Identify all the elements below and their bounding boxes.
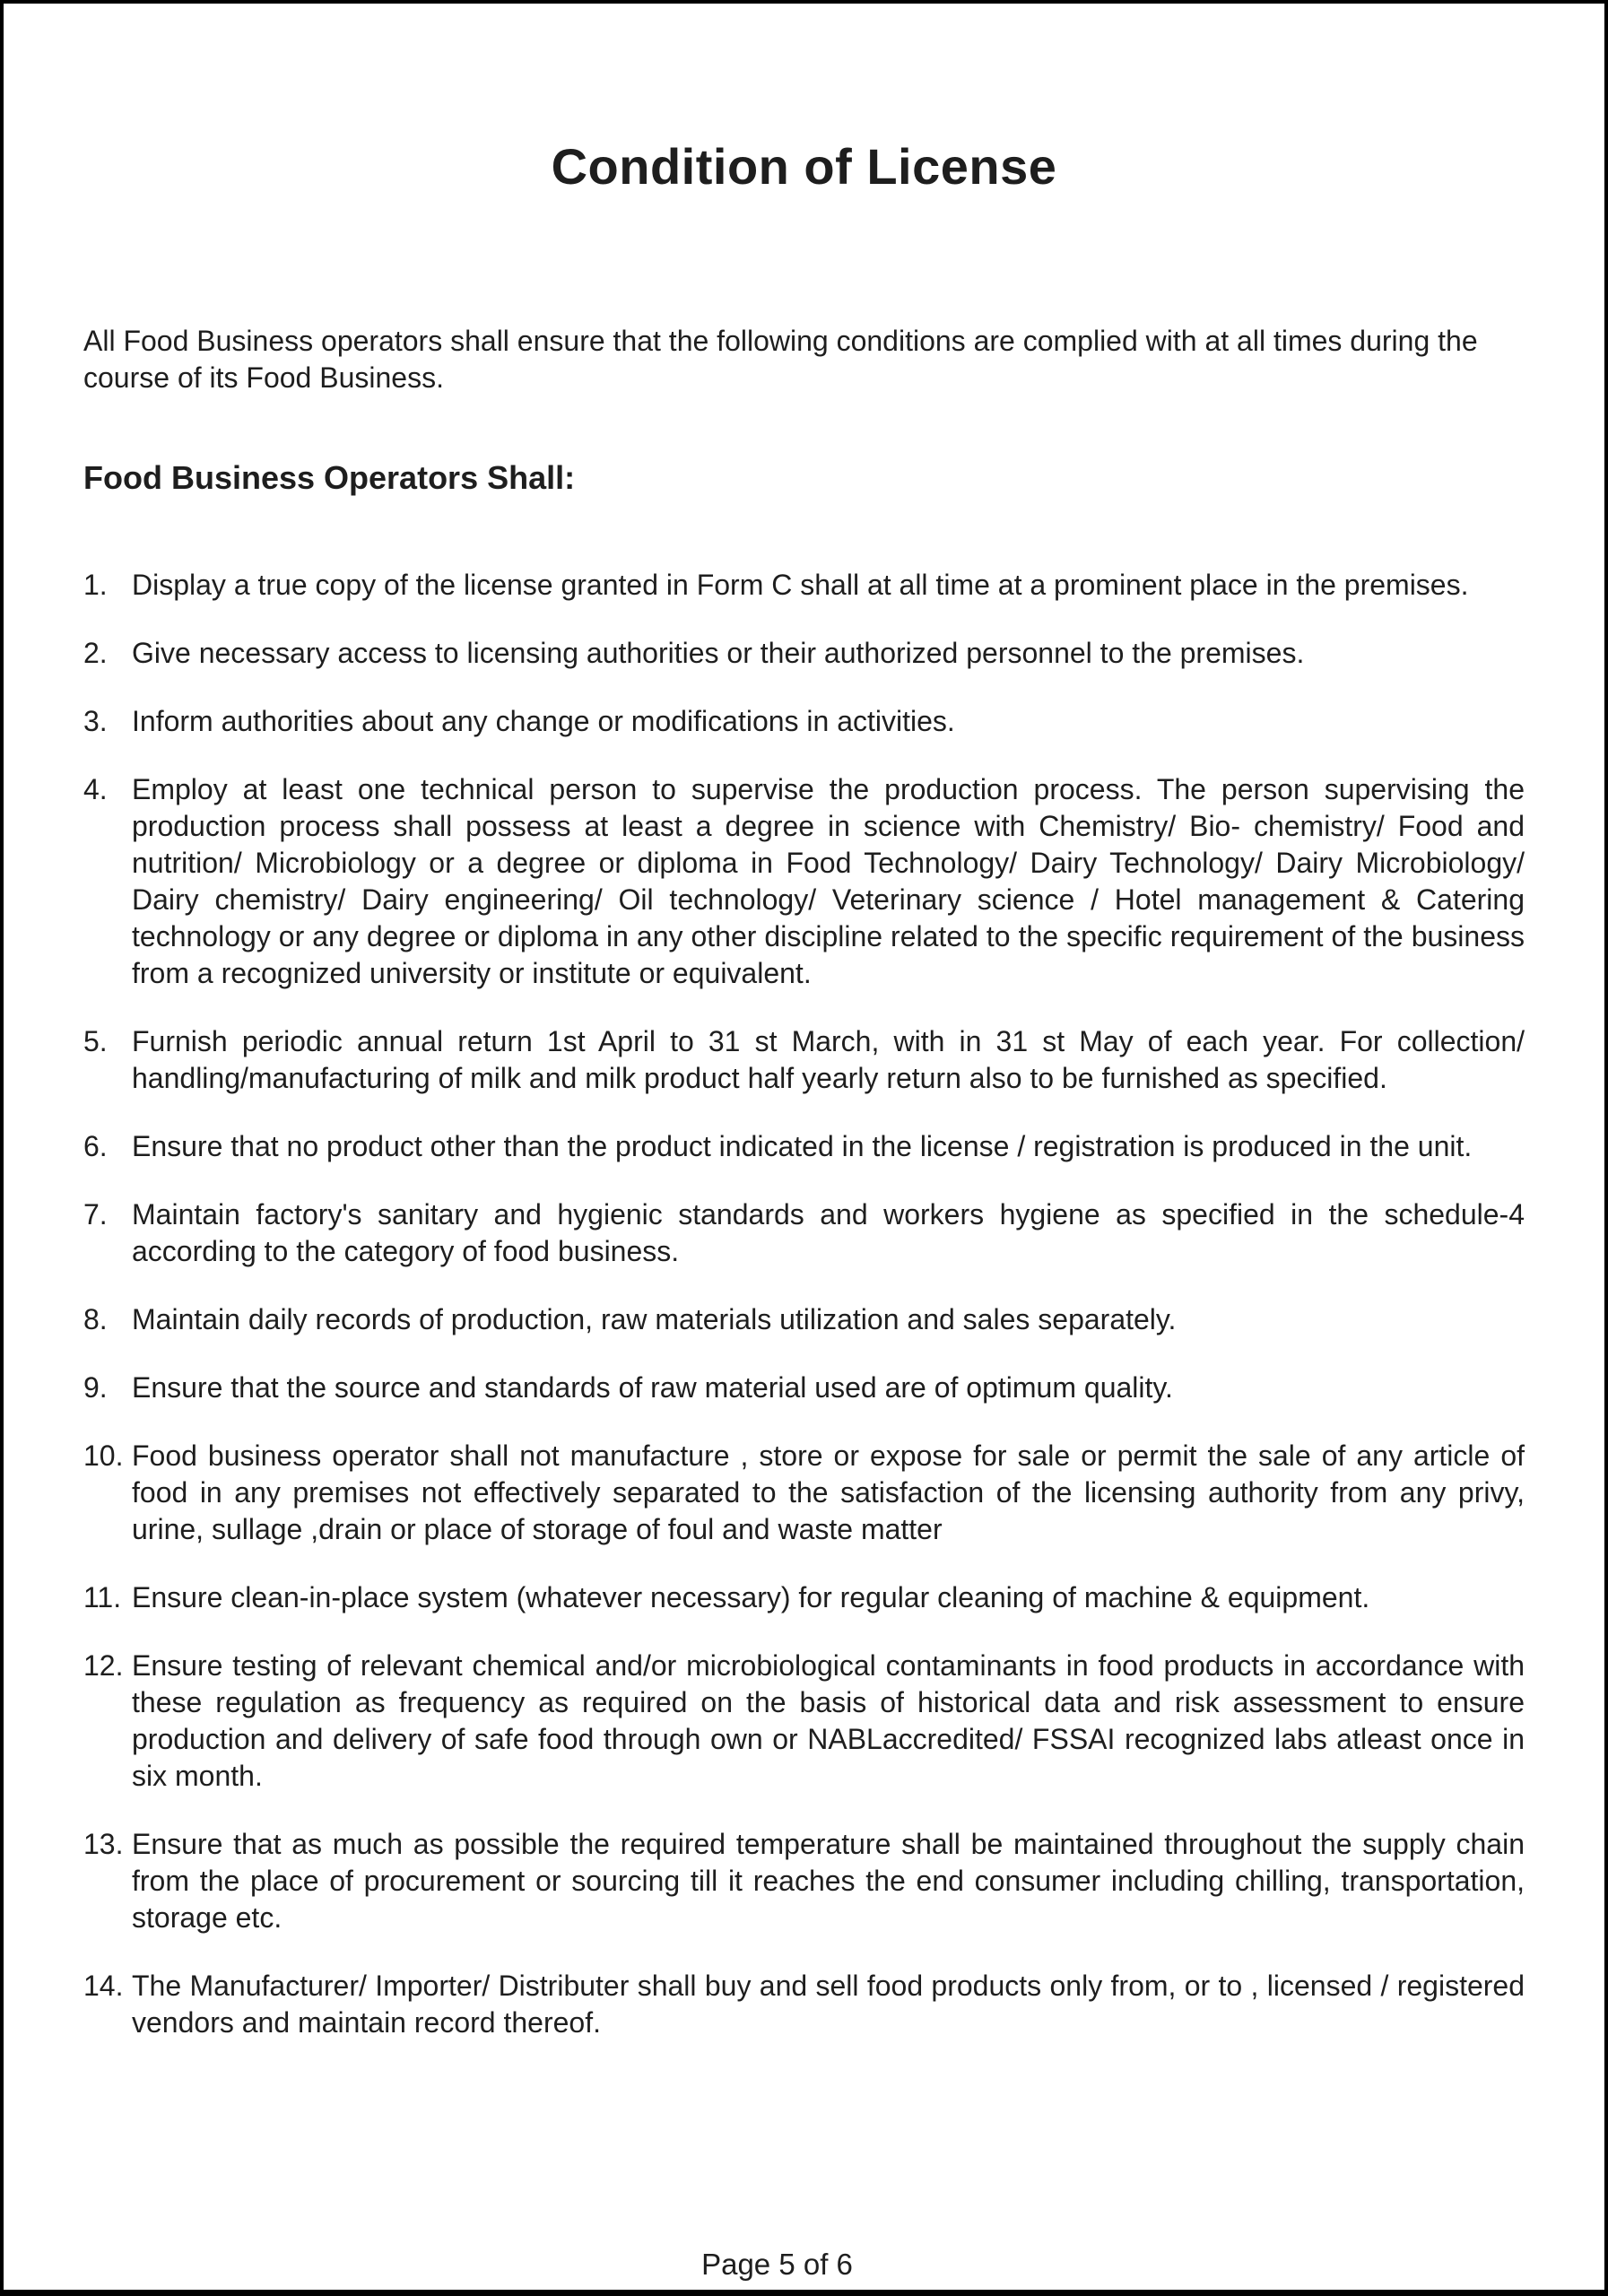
- condition-text: Ensure that as much as possible the required temperature shall be maintained throughout the supply chain from the place of procurement or sourcing till it reaches the end consumer including chilling, transportation, storage etc.: [132, 1828, 1525, 1934]
- condition-item: [83, 635, 1525, 672]
- page-title: Condition of License: [551, 138, 1057, 195]
- condition-number: 3.: [83, 705, 108, 737]
- condition-item: [83, 1370, 1525, 1406]
- condition-number: 13.: [83, 1828, 124, 1860]
- condition-item: [83, 1579, 1525, 1616]
- condition-text: Ensure that the source and standards of raw material used are of optimum quality.: [132, 1371, 1173, 1404]
- condition-number: 1.: [83, 569, 108, 601]
- condition-number: 11.: [83, 1581, 122, 1613]
- condition-text: The Manufacturer/ Importer/ Distributer shall buy and sell food products only from, or to , licensed / registered vendors and maintain record thereof.: [132, 1970, 1525, 2039]
- condition-text: Furnish periodic annual return 1st April to 31 st March, with in 31 st May of each year. For collection/ handling/manufacturing of milk and milk product half yearly return also to be furnished as specified.: [132, 1025, 1525, 1094]
- condition-item: [83, 1196, 1525, 1270]
- condition-number: 14.: [83, 1970, 124, 2002]
- page-footer: Page 5 of 6: [701, 2248, 853, 2281]
- section-heading: Food Business Operators Shall:: [83, 459, 576, 496]
- condition-number: 12.: [83, 1649, 124, 1682]
- condition-number: 4.: [83, 773, 108, 805]
- condition-number: 8.: [83, 1303, 108, 1335]
- condition-text: Ensure testing of relevant chemical and/or microbiological contaminants in food products in accordance with these regulation as frequency as required on the basis of historical data and risk assessment to ensure production and delivery of safe food through own or NABLaccredited/ FSSAI recognized labs atleast once in six month.: [132, 1649, 1525, 1792]
- condition-text: Maintain daily records of production, raw materials utilization and sales separately.: [132, 1303, 1177, 1335]
- condition-text: Inform authorities about any change or modifications in activities.: [132, 705, 955, 737]
- condition-item: [83, 1826, 1525, 1936]
- conditions-list: [83, 567, 1525, 2041]
- condition-number: 6.: [83, 1130, 108, 1162]
- condition-item: [83, 1128, 1525, 1165]
- condition-number: 7.: [83, 1198, 108, 1231]
- condition-text: Employ at least one technical person to supervise the production process. The person supervising the production process shall possess at least a degree in science with Chemistry/ Bio- chemistry/ Food and nutrition/ Microbiology or a degree or diploma in Food Technology/ Dairy Technology/ Dairy Microbiology/ Dairy chemistry/ Dairy engineering/ Oil technology/ Veterinary science / Hotel management & Catering technology or any degree or diploma in any other discipline related to the specific requirement of the business from a recognized university or institute or equivalent.: [132, 773, 1525, 989]
- condition-number: 10.: [83, 1439, 124, 1472]
- condition-text: Give necessary access to licensing authorities or their authorized personnel to the premises.: [132, 637, 1305, 669]
- condition-item: [83, 1438, 1525, 1548]
- condition-item: [83, 1968, 1525, 2041]
- condition-number: 5.: [83, 1025, 108, 1057]
- condition-item: [83, 1023, 1525, 1097]
- condition-text: Food business operator shall not manufacture , store or expose for sale or permit the sale of any article of food in any premises not effectively separated to the satisfaction of the licensing authority from any privy, urine, sullage ,drain or place of storage of foul and waste matter: [132, 1439, 1525, 1545]
- condition-item: [83, 1301, 1525, 1338]
- condition-item: [83, 771, 1525, 992]
- condition-text: Ensure that no product other than the product indicated in the license / registration is produced in the unit.: [132, 1130, 1473, 1162]
- condition-text: Maintain factory's sanitary and hygienic standards and workers hygiene as specified in the schedule-4 according to the category of food business.: [132, 1198, 1525, 1267]
- condition-number: 9.: [83, 1371, 108, 1404]
- condition-text: Ensure clean-in-place system (whatever necessary) for regular cleaning of machine & equipment.: [132, 1581, 1370, 1613]
- condition-item: [83, 567, 1525, 604]
- condition-item: [83, 1648, 1525, 1795]
- condition-text: Display a true copy of the license granted in Form C shall at all time at a prominent place in the premises.: [132, 569, 1469, 601]
- condition-item: [83, 703, 1525, 740]
- condition-number: 2.: [83, 637, 108, 669]
- intro-paragraph: All Food Business operators shall ensure that the following conditions are complied with at all times during the course of its Food Business.: [83, 325, 1478, 394]
